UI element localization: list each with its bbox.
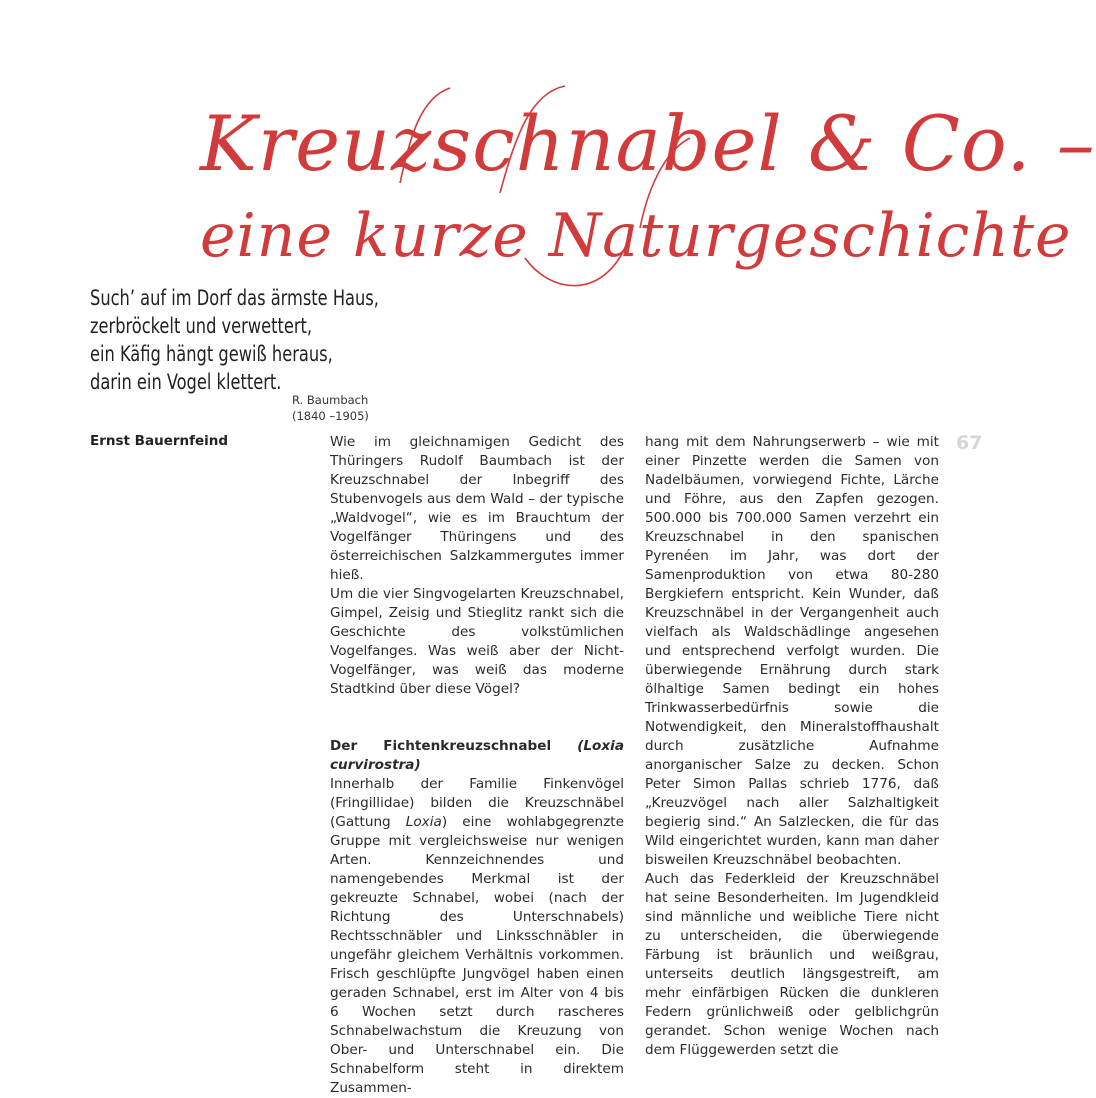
text-column-right [645, 433, 939, 1060]
epigraph-poem [90, 284, 382, 396]
paragraph-text: ) eine wohlabgegrenzte Gruppe mit vergleichsweise nur wenigen Arten. Kennzeichnendes und namengebendes Merkmal ist der gekreuzte Schnabel, wobei (nach der Richtung des Unterschnabels) Rechtsschnäbler und Linksschnäbler in ungefähr gleichem Verhältnis vorkommen. Frisch geschlüpfte Jungvögel haben einen geraden Schnabel, erst im Alter von 4 bis 6 Wochen setzt durch rascheres Schnabelwachstum die Kreuzung von Ober- und Unterschnabel ein. Die Schnabelform steht in direktem Zusammen- [330, 814, 624, 1096]
paragraph: Auch das Federkleid der Kreuzschnäbel hat seine Besonderheiten. Im Jugendkleid sind männliche und weibliche Tiere nicht zu unterscheiden, die überwiegende Färbung ist bräunlich und weißgrau, unterseits deutlich längsgestreift, am mehr einfärbigen Rücken die dunkleren Federn grünlichweiß oder gelblichgrün gerandet. Schon wenige Wochen nach dem Flüggewerden setzt die [645, 871, 939, 1058]
paragraph-text: Innerhalb der Familie Finkenvögel (Fringillidae) bilden die Kreuzschnäbel (Gattung [330, 776, 624, 830]
paragraph-spacer [330, 699, 624, 737]
paragraph [330, 775, 624, 1098]
genus-name: Loxia [405, 814, 442, 830]
author-name: Ernst Bauernfeind [90, 433, 229, 449]
paragraph: hang mit dem Nahrungserwerb – wie mit einer Pinzette werden die Samen von Nadelbäumen, vorwiegend Fichte, Lärche und Föhre, aus den Zapfen gezogen. 500.000 bis 700.000 Samen verzehrt ein Kreuzschnabel in den spanischen Pyrenéen im Jahr, was dort der Samenproduktion von etwa 80-280 Bergkiefern entspricht. Kein Wunder, daß Kreuzschnäbel in der Vergangenheit auch vielfach als Waldschädlinge angesehen und entsprechend verfolgt wurden. Die überwiegende Ernährung durch stark ölhaltige Samen bedingt ein hohes Trinkwasserbedürfnis sowie die Notwendigkeit, den Mineralstoffhaushalt durch zusätzliche Aufnahme anorganischer Salze zu decken. Schon Peter Simon Pallas schrieb 1776, daß „Kreuzvögel nach aller Salzhaltigkeit begierig sind.“ An Salzlecken, die für das Wild eingerichtet wurden, kann man daher bisweilen Kreuzschnäbel beobachten. [645, 434, 939, 868]
text-column-left [330, 433, 624, 1098]
poem-source-years: (1840 –1905) [292, 409, 369, 423]
page-number: 67 [956, 432, 983, 454]
section-heading [330, 737, 624, 775]
poem-line: darin ein Vogel klettert. [90, 370, 282, 394]
section-heading-text: Der Fichtenkreuzschnabel [330, 738, 552, 754]
title-line-1: Kreuzschnabel & Co. – [200, 99, 1096, 188]
poem-line: Such’ auf im Dorf das ärmste Haus, [90, 286, 379, 310]
poem-line: zerbröckelt und verwettert, [90, 314, 313, 338]
poem-source-name: R. Baumbach [292, 393, 369, 407]
poem-source [292, 392, 392, 424]
poem-line: ein Käfig hängt gewiß heraus, [90, 342, 333, 366]
article-title [170, 78, 1096, 308]
paragraph: Wie im gleichnamigen Gedicht des Thüringers Rudolf Baumbach ist der Kreuzschnabel der Inbegriff des Stubenvogels aus dem Wald – der typische „Waldvogel“, wie es im Brauchtum der Vogelfänger Thüringens und des österreichischen Salzkammergutes immer hieß. [330, 434, 624, 583]
paragraph: Um die vier Singvogelarten Kreuzschnabel, Gimpel, Zeisig und Stieglitz rankt sich die Geschichte des volkstümlichen Vogelfanges. Was weiß aber der Nicht-Vogelfänger, was weiß das moderne Stadtkind über diese Vögel? [330, 586, 624, 697]
section-heading-latin: (Loxia curvirostra) [330, 738, 625, 773]
title-line-2: eine kurze Naturgeschichte [200, 201, 1072, 271]
